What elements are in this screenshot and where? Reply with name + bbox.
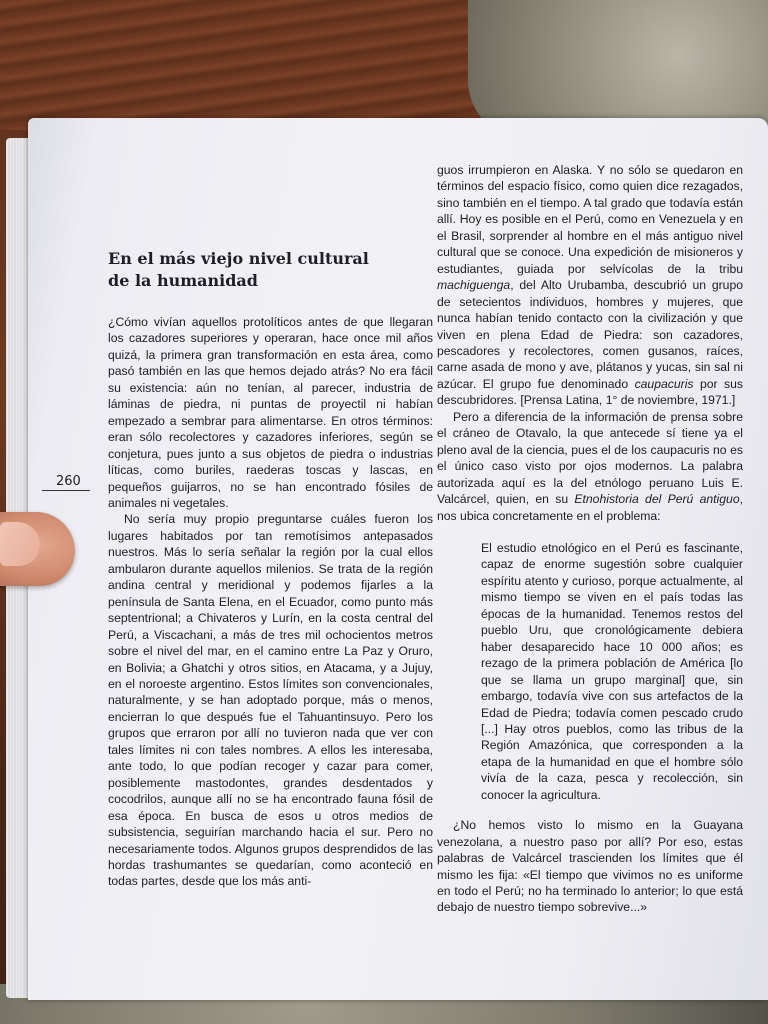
thumbnail <box>0 522 40 566</box>
right-p1-text-b: , del Alto Urubamba, descubrió un grupo de setecientos individuos, hombres y mujeres, que nunca habían tenido contacto con la civilización y que viven en plena Edad de Piedra: son cazadores, pescadores y recolectores, comen gusanos, raíces, carne asada de mono y ave, plátanos y yucas, sin sal ni azúcar. El grupo fue denominado <box>437 278 743 391</box>
group-name: caupacuris <box>634 376 694 391</box>
right-p2-text-a: Pero a diferencia de la información de prensa sobre el cráneo de Otavalo, la que antecede sí tiene ya el pleno aval de la ciencia, pues el de los caupacuris no es el único caso visto por ojos modernos. La palabra autorizada aquí es la del etnólogo peruano Luis E. Valcárcel, quien, en su <box>437 409 743 507</box>
right-paragraph-3: ¿No hemos visto lo mismo en la Guayana venezolana, a nuestro paso por allí? Por eso, estas palabras de Valcárcel trascienden los límites que él mismo les fija: «El tiempo que vivimos no es uniforme en todo el Perú; no ha terminado lo anterior; lo que está debajo de nuestro tiempo sobrevive...» <box>437 818 743 915</box>
right-p1-text-a: guos irrumpieron en Alaska. Y no sólo se quedaron en términos del espacio físico, como quien dice rezagados, sino también en el tiempo. A tal grado que todavía están allí. Hoy es posible en el Perú, como en Venezuela y en el Brasil, sorprender al hombre en el más antiguo nivel cultural que se conoce. Una expedición de misioneros y estudiantes, guiada por selvícolas de la tribu <box>437 163 743 276</box>
section-heading <box>108 248 408 292</box>
block-quote: El estudio etnológico en el Perú es fascinante, capaz de enorme sugestión sobre cualquier espíritu atento y curioso, porque actualmente, al mismo tiempo se viven en el país todas las épocas de la humanidad. Tenemos restos del pueblo Uru, que cronológicamente debiera haber desaparecido hace 10 000 años; es rezago de la primera población de América [lo que se llama un grupo marginal] que, sin embargo, todavía vive con sus artefactos de la Edad de Piedra; todavía comen pescado crudo [...] Hay otros pueblos, como las tribus de la Región Amazónica, que corresponden a la etapa de la humanidad en que el hombre sólo vivía de la caza, pesca y recolección, sin conocer la agricultura. <box>481 540 743 802</box>
right-p2-text-b: , nos ubica concretamente en el problema: <box>437 492 743 523</box>
thumb <box>0 512 75 586</box>
right-column <box>437 162 743 916</box>
heading-line-1: En el más viejo nivel cultural <box>108 249 369 268</box>
left-paragraph-1: ¿Cómo vivían aquellos protolíticos antes de que llegaran los cazadores superiores y operaran, hace once mil años quizá, la primera gran transformación en esta área, como pasó también en las que hemos dejado atrás? No era fácil su existencia: aún no tenían, al parecer, industria de láminas de piedra, ni puntas de proyectil ni habían empezado a sembrar para alimentarse. En otros términos: eran sólo recolectores y cazadores inferiores, según se conjetura, pues junto a sus objetos de piedra o industrias líticas, como buriles, raederas toscas y lascas, en pequeños guijarros, no se han encontrado fósiles de animales ni vegetales. <box>108 315 433 510</box>
left-paragraph-2: No sería muy propio preguntarse cuáles fueron los lugares habitados por tan remotísimos antepasados nuestros. Más lo sería señalar la región por la cual ellos ambularon durante aquellos milenios. Se trata de la región andina central y meridional y podemos fijarles a la península de Santa Elena, en el Ecuador, como punto más septentrional; a Chivateros y Lurín, en la costa central del Perú, a Viscachani, a más de tres mil ochocientos metros sobre el nivel del mar, en el camino entre La Paz y Oruro, en Bolivia; a Ghatchi y otros sitios, en Atacama, y a Jujuy, en el noroeste argentino. Estos límites son convencionales, naturalmente, y se han adoptado porque, más o menos, encierran lo que después fue el Tahuantinsuyo. Pero los grupos que erraron por allí no tuvieron nada que ver con tales límites ni con tales nombres. A ellos les interesaba, ante todo, lo que podían recoger y cazar para comer, posiblemente mastodontes, grandes desdentados y cocodrilos, aunque allí no se ha encontrado fauna fósil de esa época. En busca de esos u otros medios de subsistencia, seguirían marchando hacia el sur. Pero no necesariamente todos. Algunos grupos desprendidos de las hordas trashumantes se quedarían, como aconteció en todas partes, desde que los más anti- <box>108 512 433 889</box>
left-column <box>108 314 433 890</box>
right-p1-text-c: por sus descubridores. [Prensa Latina, 1° de noviembre, 1971.] <box>437 376 743 408</box>
book-title: Etnohistoria del Perú antiguo <box>574 492 740 507</box>
tribe-name: machiguenga <box>437 278 511 293</box>
right-paragraph-2 <box>437 409 743 524</box>
heading-line-2: de la humanidad <box>108 271 258 290</box>
right-paragraph-1 <box>437 162 743 409</box>
page-number: 260 <box>56 474 81 489</box>
page-number-rule <box>42 490 90 491</box>
